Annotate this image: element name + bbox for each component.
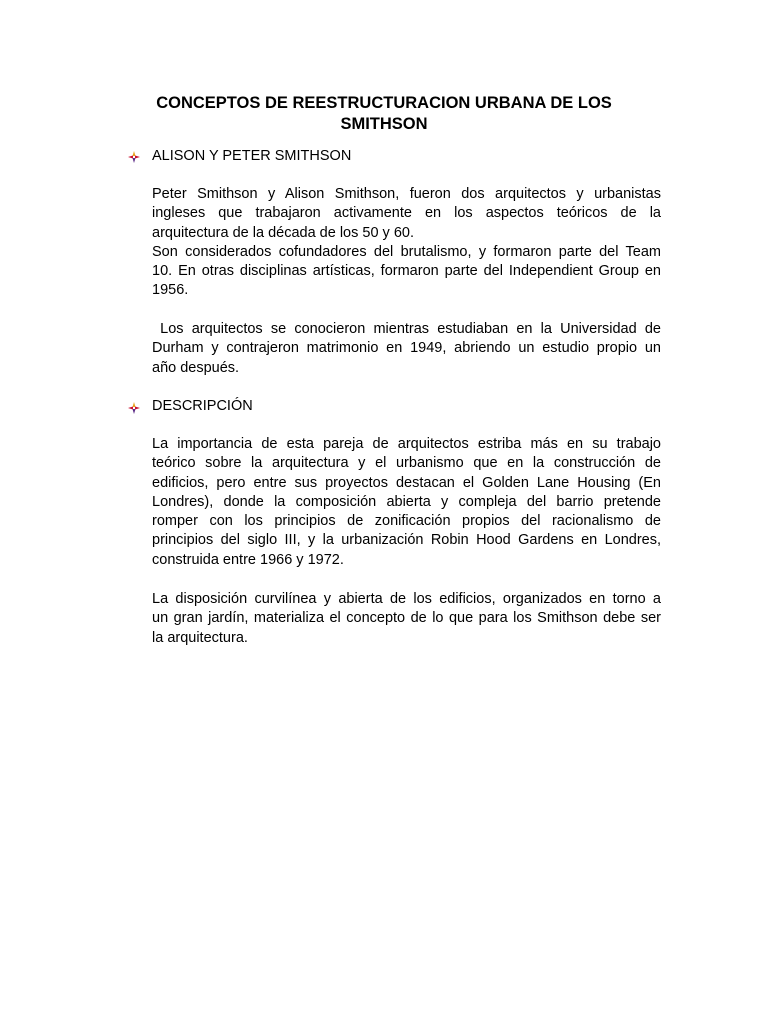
arrow-marker-icon: [128, 402, 140, 414]
section-heading-descripcion: DESCRIPCIÓN: [152, 398, 253, 414]
text-line: Durham y contrajeron matrimonio en 1949, abriendo un estudio propio un: [152, 340, 661, 357]
text-line: teórico sobre la arquitectura y el urbanismo que en la construcción de: [152, 455, 661, 472]
paragraph-layout: [152, 590, 661, 648]
text-line: Peter Smithson y Alison Smithson, fueron dos arquitectos y urbanistas: [152, 186, 661, 202]
text-line: arquitectura de la década de los 50 y 60.: [152, 224, 414, 241]
arrow-marker-icon: [128, 151, 140, 163]
text-line: 10. En otras disciplinas artísticas, formaron parte del Independient Group en: [152, 263, 661, 280]
paragraph-importance: [152, 435, 661, 570]
document-title: CONCEPTOS DE REESTRUCTURACION URBANA DE LOS SMITHSON: [156, 94, 612, 133]
text-line: Londres), donde la composición abierta y compleja del barrio pretende: [152, 493, 661, 510]
paragraph-marriage: [152, 320, 661, 378]
text-line: construida entre 1966 y 1972.: [152, 551, 344, 568]
text-line: romper con los principios de zonificación propios del racionalismo de: [152, 513, 661, 530]
text-line: la arquitectura.: [152, 629, 248, 646]
text-line: La disposición curvilínea y abierta de los edificios, organizados en torno a: [152, 591, 661, 607]
text-line: La importancia de esta pareja de arquitectos estriba más en su trabajo: [152, 436, 661, 452]
text-line: ingleses que trabajaron activamente en los aspectos teóricos de la: [152, 205, 661, 222]
text-line: año después.: [152, 359, 240, 376]
text-line: Los arquitectos se conocieron mientras estudiaban en la Universidad de: [152, 321, 661, 337]
section-heading-smithson: ALISON Y PETER SMITHSON: [152, 148, 352, 164]
text-line: 1956.: [152, 282, 189, 299]
text-line: Son considerados cofundadores del brutalismo, y formaron parte del Team: [152, 243, 661, 260]
text-line: un gran jardín, materializa el concepto de lo que para los Smithson debe ser: [152, 610, 661, 627]
paragraph-intro: [152, 185, 661, 301]
text-line: principios del siglo III, y la urbanización Robin Hood Gardens en Londres,: [152, 532, 661, 549]
text-line: edificios, pero entre sus proyectos destacan el Golden Lane Housing (En: [152, 474, 661, 491]
